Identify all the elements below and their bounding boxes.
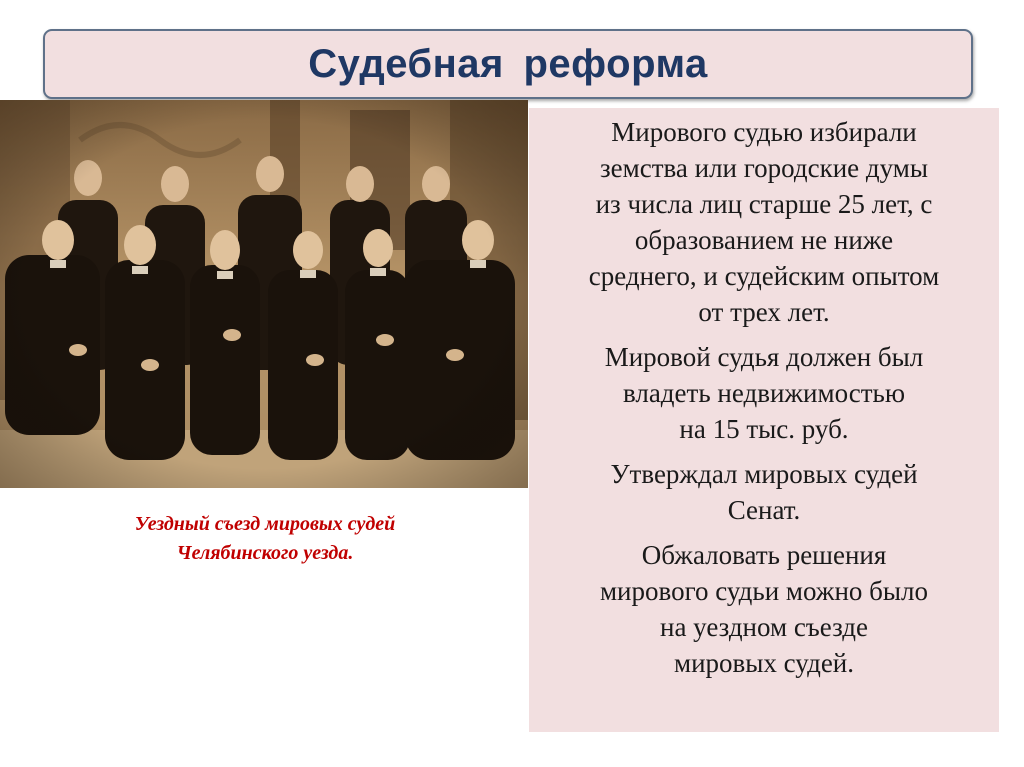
text-line: из числа лиц старше 25 лет, с [595,189,933,219]
text-line: образованием не ниже [634,225,894,255]
text-line: среднего, и судейским опытом [588,261,940,291]
text-line: на 15 тыс. руб. [679,414,849,444]
slide-title: Судебная реформа [308,41,708,86]
text-line: Мировой судья должен был [604,342,924,372]
text-panel [529,108,999,732]
text-line: мирового судьи можно было [599,576,929,606]
text-line: Сенат. [727,495,801,525]
text-line: Мирового судью избирали [611,117,917,147]
text-panel-content [529,114,999,690]
text-line: мировых судей. [673,648,855,678]
text-line: земства или городские думы [599,153,929,183]
text-line: владеть недвижимостью [622,378,906,408]
paragraph-senate [529,456,999,528]
text-line: Обжаловать решения [641,540,887,570]
text-line: на уездном съезде [660,612,868,642]
paragraph-election [529,114,999,330]
text-line: Утверждал мировых судей [610,459,918,489]
paragraph-property [529,339,999,447]
photo-caption [40,510,490,568]
slide-title-box [43,29,973,99]
text-line: от трех лет. [698,297,830,327]
caption-line: Уездный съезд мировых судей [134,513,396,535]
group-photo [0,100,528,488]
caption-line: Челябинского уезда. [176,542,354,564]
paragraph-appeal [529,537,999,681]
